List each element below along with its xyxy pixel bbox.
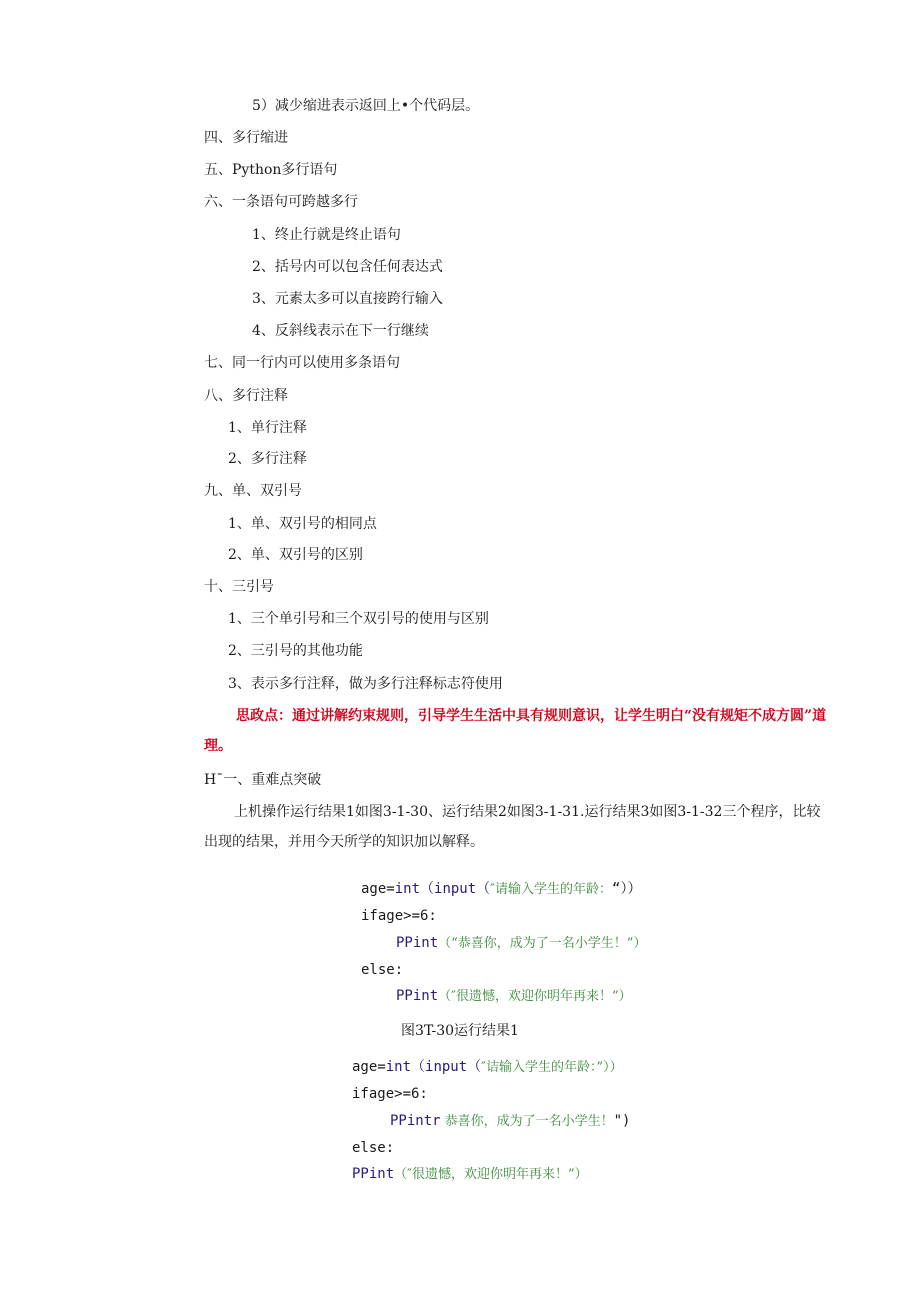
outline-item: 5）减少缩进表示返回上•个代码层。: [252, 98, 480, 114]
code-line: else:: [352, 1140, 395, 1156]
outline-item: 1、单行注释: [228, 420, 307, 436]
outline-heading: 九、单、双引号: [204, 483, 302, 499]
code-line: ifage>=6:: [361, 908, 437, 924]
outline-item: 2、单、双引号的区别: [228, 547, 363, 563]
outline-heading: 七、同一行内可以使用多条语句: [204, 355, 400, 371]
outline-heading: 八、多行注释: [204, 388, 288, 404]
outline-item: 3、表示多行注释，做为多行注释标志符使用: [228, 676, 503, 692]
code-line: else:: [361, 962, 404, 978]
section-heading: H¯一、重难点突破: [204, 772, 322, 788]
outline-item: 2、三引号的其他功能: [228, 643, 363, 659]
outline-heading: 十、三引号: [204, 579, 274, 595]
outline-heading: 五、Python多行语句: [204, 162, 338, 178]
ideology-note: 思政点：通过讲解约束规则，引导学生生活中具有规则意识，让学生明白“没有规矩不成方圆”道理。: [204, 708, 827, 754]
outline-heading: 四、多行缩进: [204, 130, 288, 146]
outline-heading: 六、一条语句可跨越多行: [204, 194, 358, 210]
outline-item: 2、多行注释: [228, 451, 307, 467]
outline-item: 4、反斜线表示在下一行继续: [252, 323, 429, 339]
figure-caption: 图3T-30运行结果1: [401, 1023, 519, 1039]
exercise-paragraph: 上机操作运行结果1如图3-1-30、运行结果2如图3-1-31.运行结果3如图3-1-32三个程序，比较出现的结果，并用今天所学的知识加以解释。: [204, 804, 821, 850]
outline-item: 1、单、双引号的相同点: [228, 516, 377, 532]
outline-item: 3、元素太多可以直接跨行输入: [252, 291, 443, 307]
outline-item: 2、括号内可以包含任何表达式: [252, 259, 443, 275]
code-line: PPint（″很遗憾，欢迎你明年再来！”）: [396, 988, 632, 1004]
code-line: PPintr 恭喜你，成为了一名小学生！"): [390, 1113, 631, 1129]
code-line: age=int（input（″诘输入学生的年龄：”））: [352, 1059, 623, 1075]
code-line: age=int（input（″请输入学生的年龄：“））: [361, 881, 642, 897]
code-line: ifage>=6:: [352, 1086, 428, 1102]
outline-item: 1、终止行就是终止语句: [252, 227, 401, 243]
outline-item: 1、三个单引号和三个双引号的使用与区别: [228, 611, 489, 627]
code-line: PPint（″很遗憾，欢迎你明年再来！”）: [352, 1166, 588, 1182]
code-line: PPint（“恭喜你，成为了一名小学生！”）: [396, 935, 647, 951]
